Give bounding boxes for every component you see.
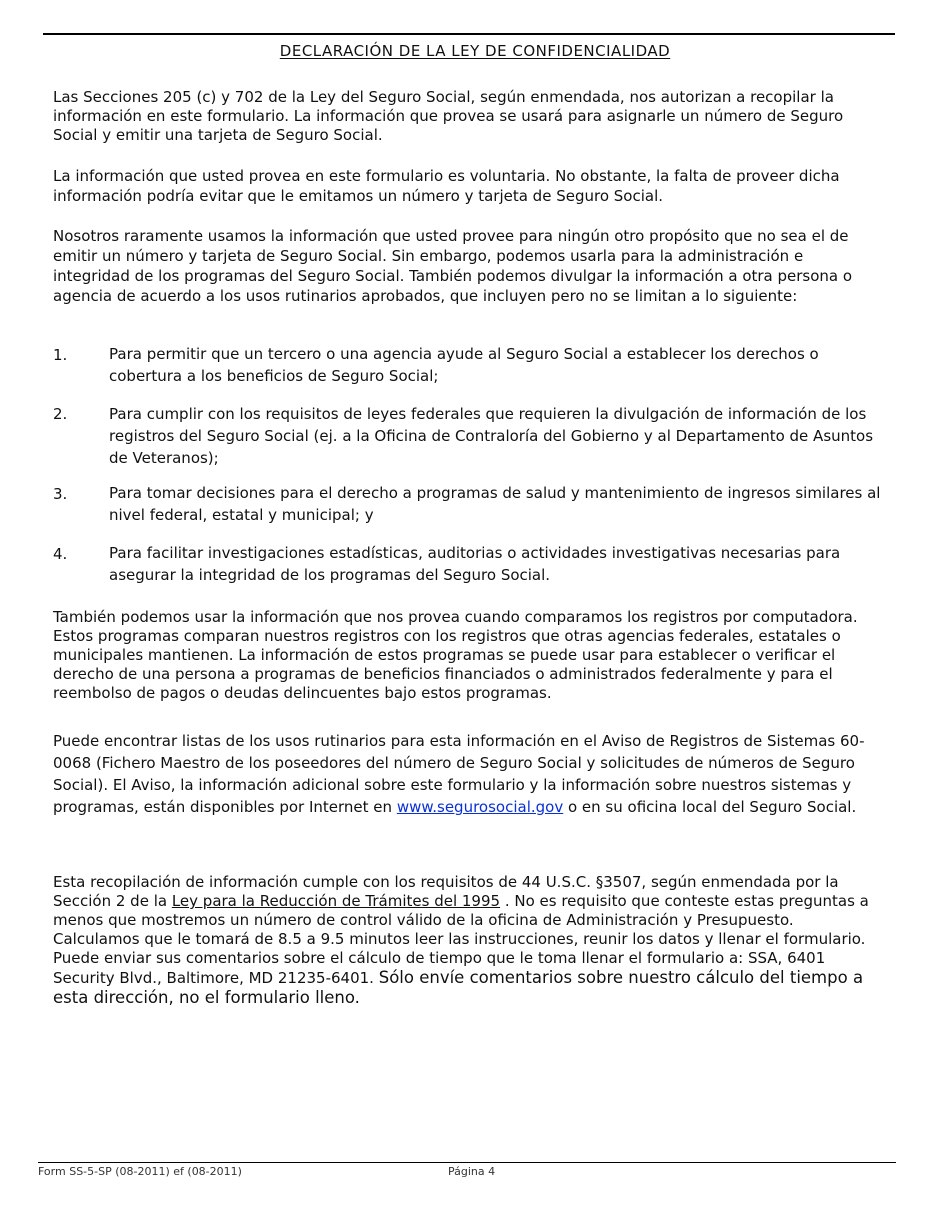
paragraph-voluntary: La información que usted provea en este formulario es voluntaria. No obstante, la falta de proveer dicha información podría evitar que le emitamos un número y tarjeta de Seguro Social.: [53, 167, 840, 205]
list-number-1: 1.: [53, 346, 68, 364]
page-title: DECLARACIÓN DE LA LEY DE CONFIDENCIALIDAD: [279, 42, 671, 60]
paragraph-authority: Las Secciones 205 (c) y 702 de la Ley del Seguro Social, según enmendada, nos autorizan a recopilar la información en este formulario. La información que provea se usará para asignarle un número de Seguro Social y emitir una tarjeta de Seguro Social.: [53, 88, 844, 144]
list-item-2: Para cumplir con los requisitos de leyes federales que requieren la divulgación de información de los registros del Seguro Social (ej. a la Oficina de Contraloría del Gobierno y al Departamento de Asuntos de Veteranos);: [109, 405, 874, 467]
paragraph-matching: También podemos usar la información que nos provea cuando comparamos los registros por computadora. Estos programas comparan nuestros registros con los registros que otras agencias federales, estatales o municipales mantienen. La información de estos programas se puede usar para establecer o verificar el derecho de una persona a programas de beneficios financiados o administrados federalmente y para el reembolso de pagos o deudas delincuentes bajo estos programas.: [53, 608, 858, 702]
footer-page-number: Página 4: [448, 1165, 496, 1178]
paperwork-text-c: Sólo envíe comentarios sobre nuestro cálculo del tiempo a esta dirección, no el formulario lleno.: [53, 968, 864, 1007]
routine-uses-text: Puede encontrar listas de los usos rutinarios para esta información en el Aviso de Registros de Sistemas 60-0068 (Fichero Maestro de los poseedores del número de Seguro Social y solicitudes de números de Seguro Social). El Aviso, la información adicional sobre este formulario y la información sobre nuestros sistemas y programas, están disponibles por Internet en: [53, 732, 865, 816]
list-number-3: 3.: [53, 485, 68, 503]
paperwork-law-name: Ley para la Reducción de Trámites del 1995: [171, 892, 501, 910]
list-number-4: 4.: [53, 545, 68, 563]
footer-rule: [38, 1162, 896, 1163]
list-item-1: Para permitir que un tercero o una agencia ayude al Seguro Social a establecer los derechos o cobertura a los beneficios de Seguro Social;: [109, 345, 819, 385]
segurosocial-link[interactable]: www.segurosocial.gov: [396, 798, 564, 816]
paragraph-paperwork: [53, 873, 883, 1008]
list-number-2: 2.: [53, 405, 68, 423]
paragraph-routine-uses: [53, 730, 883, 818]
list-item-4: Para facilitar investigaciones estadísticas, auditorias o actividades investigativas necesarias para asegurar la integridad de los programas del Seguro Social.: [109, 544, 841, 584]
list-item-3: Para tomar decisiones para el derecho a programas de salud y mantenimiento de ingresos similares al nivel federal, estatal y municipal; y: [109, 484, 881, 524]
top-rule: [43, 33, 895, 35]
paperwork-text-b: . No es requisito que conteste estas preguntas a menos que mostremos un número de control válido de la oficina de Administración y Presupuesto. Calculamos que le tomará de 8.5 a 9.5 minutos leer las instrucciones, reunir los datos y llenar el formulario. Puede enviar sus comentarios sobre el cálculo de tiempo que le toma llenar el formulario a: SSA, 6401 Security Blvd., Baltimore, MD 21235-6401.: [53, 892, 869, 987]
paperwork-text-a: Esta recopilación de información cumple con los requisitos de 44 U.S.C. §3507, según enmendada por la Sección 2 de la: [53, 873, 839, 910]
footer-form-id: Form SS-5-SP (08-2011) ef (08-2011): [38, 1165, 242, 1178]
routine-uses-text-end: o en su oficina local del Seguro Social.: [563, 798, 857, 816]
paragraph-uses: Nosotros raramente usamos la información que usted provee para ningún otro propósito que no sea el de emitir un número y tarjeta de Seguro Social. Sin embargo, podemos usarla para la administración e integridad de los programas del Seguro Social. También podemos divulgar la información a otra persona o agencia de acuerdo a los usos rutinarios aprobados, que incluyen pero no se limitan a lo siguiente:: [53, 227, 853, 305]
